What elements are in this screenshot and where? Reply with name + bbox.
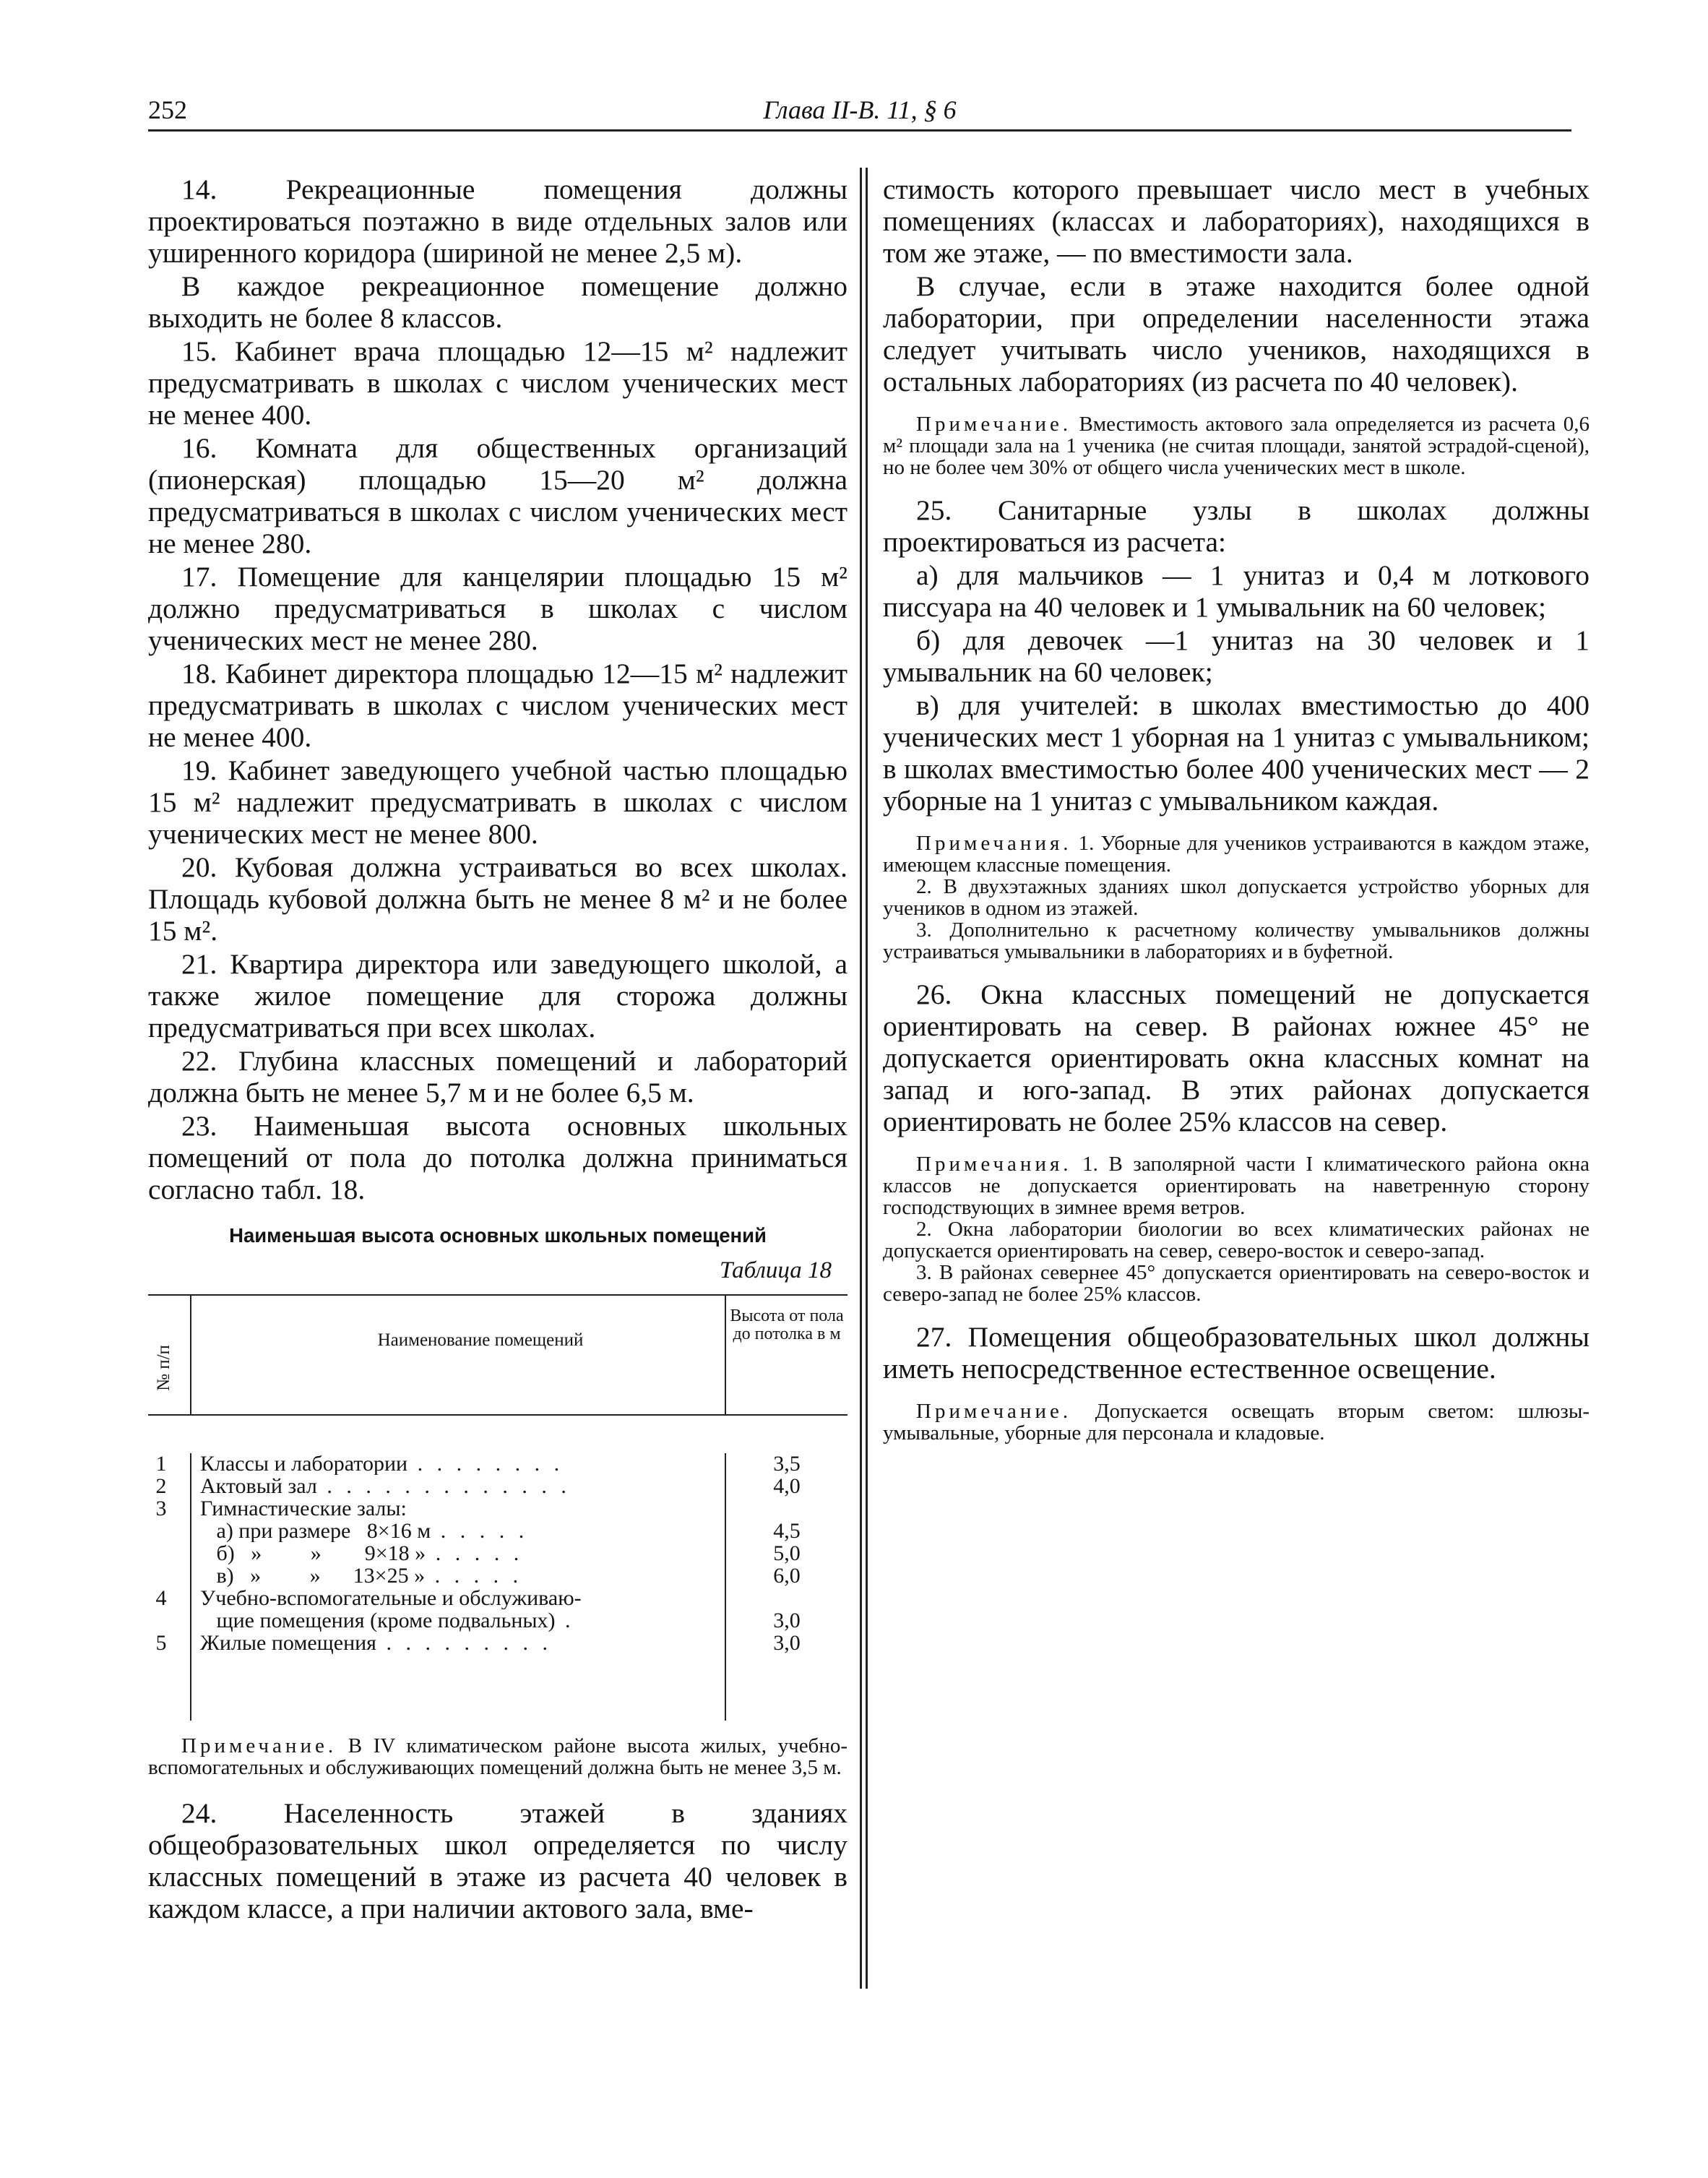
- table-leader-dots: . . . . .: [431, 1520, 529, 1542]
- paragraph-20: 20. Кубовая должна устраиваться во всех школах. Площадь кубовой должна быть не менее 8 м² и не более 15 м².: [148, 851, 847, 947]
- table-cell-height: 5,0: [773, 1541, 801, 1565]
- table-cell-name: Актовый зал . . . . . . . . . . . . .: [200, 1476, 571, 1497]
- paragraph-15: 15. Кабинет врача площадью 12—15 м² надлежит предусматривать в школах с числом ученических мест не менее 400.: [148, 335, 847, 431]
- table-cell-number: 5: [155, 1631, 167, 1655]
- paragraph-27: 27. Помещения общеобразовательных школ должны иметь непосредственное естественное освещение.: [883, 1321, 1590, 1385]
- paragraph-26: 26. Окна классных помещений не допускается ориентировать на север. В районах южнее 45° не допускается ориентировать окна классных комнат на запад и юго-запад. В этих районах допускается ориентировать не более 25% классов на север.: [883, 978, 1590, 1137]
- table-note: Примечание. В IV климатическом районе высота жилых, учебно-вспомогательных и обслуживающих помещений должна быть не менее 3,5 м.: [148, 1734, 847, 1779]
- paragraph-25a: а) для мальчиков — 1 унитаз и 0,4 м лоткового писсуара на 40 человек и 1 умывальник на 60 человек;: [883, 559, 1590, 623]
- right-column: [883, 173, 1590, 1460]
- table-leader-dots: . . . . . . . . . . . . .: [316, 1476, 571, 1497]
- table-cell-name: а) при размере 8×16 м . . . . .: [200, 1520, 529, 1542]
- table-cell-name: щие помещения (кроме подвальных) .: [200, 1610, 575, 1632]
- note-26: [883, 1153, 1590, 1305]
- note-27: [883, 1400, 1590, 1444]
- table-caption: Наименьшая высота основных школьных помещений: [229, 1224, 767, 1247]
- table-row: [148, 1453, 847, 1475]
- table-leader-dots: . . . . . . . . .: [376, 1632, 552, 1654]
- note-24: [883, 413, 1590, 478]
- height-table: [148, 1294, 847, 1728]
- note-26-item-2: 2. Окна лаборатории биологии во всех климатических районах не допускается ориентировать на север, северо-восток и северо-запад.: [883, 1218, 1590, 1262]
- table-header-rule: [148, 1414, 847, 1416]
- note-27-label: Примечание.: [916, 1400, 1072, 1423]
- table-row: [148, 1588, 847, 1609]
- paragraph-25: 25. Санитарные узлы в школах должны проектироваться из расчета:: [883, 494, 1590, 558]
- table-cell-height: 4,5: [773, 1519, 801, 1543]
- paragraph-14: 14. Рекреационные помещения должны проектироваться поэтажно в виде отдельных залов или уширенного коридора (шириной не менее 2,5 м).: [148, 173, 847, 269]
- paragraph-19: 19. Кабинет заведующего учебной частью площадью 15 м² надлежит предусматривать в школах с числом ученических мест не менее 800.: [148, 754, 847, 850]
- table-cell-name: б) » » 9×18 » . . . . .: [200, 1543, 524, 1564]
- table-cell-number: 3: [155, 1497, 167, 1520]
- table-header-number: № п/п: [153, 1345, 173, 1391]
- note-25: [883, 832, 1590, 963]
- table-row: [148, 1543, 847, 1564]
- paragraph-14b: В каждое рекреационное помещение должно выходить не более 8 классов.: [148, 270, 847, 334]
- column-divider-right: [866, 168, 868, 1989]
- table-cell-height: 3,5: [773, 1452, 801, 1476]
- page-header: [148, 87, 1571, 132]
- table-cell-number: 1: [155, 1452, 167, 1476]
- note-25-label: Примечания.: [916, 832, 1072, 855]
- page-number: 252: [148, 95, 187, 124]
- table-cell-name: Гимнастические залы:: [200, 1498, 407, 1520]
- paragraph-17: 17. Помещение для канцелярии площадью 15 м² должно предусматриваться в школах с числом ученических мест не менее 280.: [148, 561, 847, 656]
- table-leader-dots: .: [555, 1610, 575, 1632]
- table-cell-name: Учебно-вспомогательные и обслуживаю-: [200, 1588, 582, 1609]
- left-column: [148, 173, 847, 1926]
- table-header-name: Наименование помещений: [377, 1330, 584, 1350]
- table-cell-height: 3,0: [773, 1631, 801, 1655]
- chapter-reference: Глава II-В. 11, § 6: [763, 95, 957, 124]
- table-row: [148, 1610, 847, 1632]
- paragraph-24-continued: стимость которого превышает число мест в учебных помещениях (классах и лабораториях), находящихся в том же этаже, — по вместимости зала.: [883, 173, 1590, 269]
- table-cell-number: 4: [155, 1586, 167, 1610]
- note-24-text: Вместимость актового зала определяется из расчета 0,6 м² площади зала на 1 ученика (не считая площади, занятой эстрадой-сценой), но не более чем 30% от общего числа ученических мест в школе.: [883, 413, 1590, 479]
- table-cell-height: 4,0: [773, 1474, 801, 1498]
- paragraph-22: 22. Глубина классных помещений и лабораторий должна быть не менее 5,7 м и не более 6,5 м.: [148, 1045, 847, 1109]
- paragraph-23: 23. Наименьшая высота основных школьных помещений от пола до потолка должна приниматься согласно табл. 18.: [148, 1110, 847, 1205]
- paragraph-16: 16. Комната для общественных организаций (пионерская) площадью 15—20 м² должна предусматриваться в школах с числом ученических мест не менее 280.: [148, 432, 847, 559]
- table-cell-name: Классы и лаборатории . . . . . . . .: [200, 1453, 564, 1475]
- table-cell-name: в) » » 13×25 » . . . . .: [200, 1565, 523, 1587]
- table-leader-dots: . . . . . . . .: [407, 1453, 564, 1475]
- table-header-height: Высота от пола до потолка в м: [730, 1307, 844, 1343]
- paragraph-21: 21. Квартира директора или заведующего школой, а также жилое помещение для сторожа должны предусматриваться при всех школах.: [148, 948, 847, 1043]
- table-label: Таблица 18: [720, 1257, 832, 1283]
- table-top-rule: [148, 1294, 847, 1296]
- note-27-text: Допускается освещать вторым светом: шлюзы-умывальные, уборные для персонала и кладовые.: [883, 1400, 1590, 1445]
- note-25-item-3: 3. Дополнительно к расчетному количеству умывальников должны устраиваться умывальники в лабораториях и в буфетной.: [883, 918, 1590, 963]
- table-cell-height: 3,0: [773, 1609, 801, 1632]
- note-26-label: Примечания.: [916, 1153, 1072, 1176]
- column-divider-left: [860, 168, 862, 1989]
- table-row: [148, 1632, 847, 1654]
- table-cell-height: 6,0: [773, 1564, 801, 1588]
- note-25-item-1: 1. Уборные для учеников устраиваются в каждом этаже, имеющем классные помещения.: [883, 832, 1590, 877]
- table-row: [148, 1476, 847, 1497]
- paragraph-25c: в) для учителей: в школах вместимостью до 400 ученических мест 1 уборная на 1 унитаз с умывальником; в школах вместимостью более 400 ученических мест — 2 уборные на 1 унитаз с умывальником каждая.: [883, 689, 1590, 817]
- table-row: [148, 1565, 847, 1587]
- paragraph-25b: б) для девочек —1 унитаз на 30 человек и 1 умывальник на 60 человек;: [883, 624, 1590, 688]
- note-26-item-3: 3. В районах севернее 45° допускается ориентировать на северо-восток и северо-запад не более 25% классов.: [883, 1261, 1590, 1306]
- paragraph-24b: В случае, если в этаже находится более одной лаборатории, при определении населенности этажа следует учитывать число учеников, находящихся в остальных лабораториях (из расчета по 40 человек).: [883, 270, 1590, 397]
- note-24-label: Примечание.: [916, 413, 1072, 436]
- table-leader-dots: . . . . .: [425, 1565, 523, 1587]
- table-cell-name: Жилые помещения . . . . . . . . .: [200, 1632, 552, 1654]
- note-25-item-2: 2. В двухэтажных зданиях школ допускается устройство уборных для учеников в одном из этажей.: [883, 875, 1590, 920]
- note-26-item-1: 1. В заполярной части I климатического района окна классов не допускается ориентировать на наветренную сторону господствующих в зимнее время ветров.: [883, 1153, 1590, 1219]
- table-cell-number: 2: [155, 1474, 167, 1498]
- table-row: [148, 1520, 847, 1542]
- table-row: [148, 1498, 847, 1520]
- table-leader-dots: . . . . .: [426, 1543, 524, 1564]
- paragraph-24: 24. Населенность этажей в зданиях общеобразовательных школ определяется по числу классных помещений в этаже из расчета 40 человек в каждом классе, а при наличии актового зала, вме-: [148, 1797, 847, 1924]
- paragraph-18: 18. Кабинет директора площадью 12—15 м² надлежит предусматривать в школах с числом ученических мест не менее 400.: [148, 658, 847, 753]
